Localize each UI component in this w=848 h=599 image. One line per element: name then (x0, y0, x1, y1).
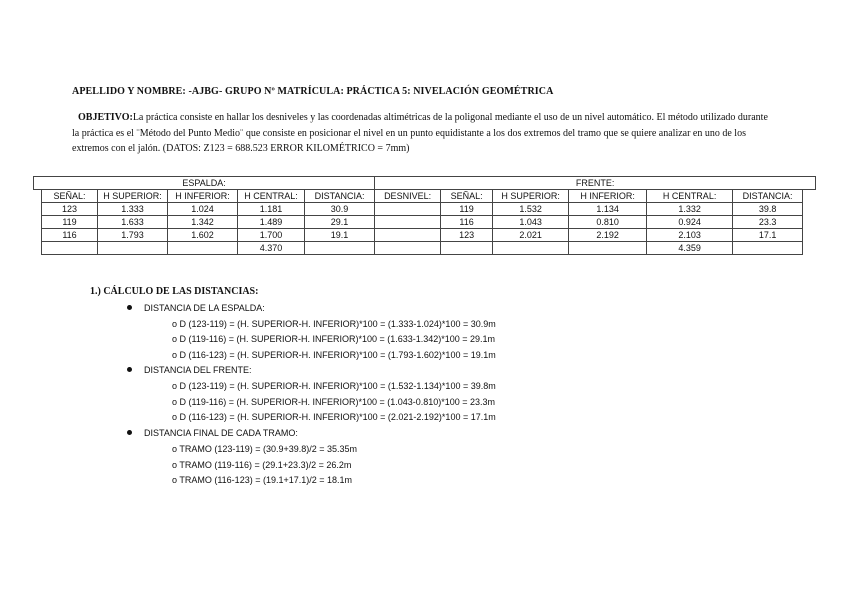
table-cell (375, 242, 441, 255)
total-cell: 4.359 (647, 242, 733, 255)
table-cell: 1.134 (569, 203, 647, 216)
formula-line: o TRAMO (123-119) = (30.9+39.8)/2 = 35.35m (172, 444, 358, 454)
table-cell: 30.9 (305, 203, 375, 216)
table-cell (375, 216, 441, 229)
formula-line: o D (123-119) = (H. SUPERIOR-H. INFERIOR)*100 = (1.532-1.134)*100 = 39.8m (172, 381, 496, 391)
table-cell: 123 (441, 229, 493, 242)
frente-header: FRENTE: (375, 177, 816, 190)
table-cell (441, 242, 493, 255)
table-cell: 19.1 (305, 229, 375, 242)
section-header-row (34, 177, 816, 190)
table-row (34, 216, 816, 229)
table-cell: 119 (441, 203, 493, 216)
table-cell (168, 242, 238, 255)
table-cell (733, 242, 803, 255)
bullet-label: DISTANCIA DE LA ESPALDA: (144, 303, 265, 313)
table-cell: 0.924 (647, 216, 733, 229)
bullet-item-frente (127, 365, 252, 375)
objective-paragraph (72, 110, 772, 157)
table-cell: 1.043 (493, 216, 569, 229)
table-cell: 123 (42, 203, 98, 216)
table-cell: 39.8 (733, 203, 803, 216)
table-cell: 1.181 (238, 203, 305, 216)
formula-line: o D (116-123) = (H. SUPERIOR-H. INFERIOR)*100 = (1.793-1.602)*100 = 19.1m (172, 350, 496, 360)
document-title: APELLIDO Y NOMBRE: -AJBG- GRUPO Nº MATRÍCULA: PRÁCTICA 5: NIVELACIÓN GEOMÉTRICA (72, 86, 554, 97)
table-row (34, 229, 816, 242)
formula-line: o TRAMO (119-116) = (29.1+23.3)/2 = 26.2m (172, 460, 352, 470)
formula-line: o D (123-119) = (H. SUPERIOR-H. INFERIOR)*100 = (1.333-1.024)*100 = 30.9m (172, 319, 496, 329)
table-row (34, 203, 816, 216)
table-cell: 1.793 (98, 229, 168, 242)
column-header-row (34, 190, 816, 203)
column-header: DISTANCIA: (733, 190, 803, 203)
totals-row (34, 242, 816, 255)
table-cell: 1.333 (98, 203, 168, 216)
column-header: DISTANCIA: (305, 190, 375, 203)
espalda-header: ESPALDA: (34, 177, 375, 190)
total-cell: 4.370 (238, 242, 305, 255)
table-cell: 0.810 (569, 216, 647, 229)
bullet-icon (127, 305, 132, 310)
column-header: DESNIVEL: (375, 190, 441, 203)
table-cell: 1.602 (168, 229, 238, 242)
table-cell (42, 242, 98, 255)
table-cell (98, 242, 168, 255)
bullet-item-espalda (127, 303, 265, 313)
table-cell (569, 242, 647, 255)
table-cell: 2.021 (493, 229, 569, 242)
table-cell: 29.1 (305, 216, 375, 229)
formula-line: o D (116-123) = (H. SUPERIOR-H. INFERIOR)*100 = (2.021-2.192)*100 = 17.1m (172, 412, 496, 422)
formula-line: o D (119-116) = (H. SUPERIOR-H. INFERIOR)*100 = (1.633-1.342)*100 = 29.1m (172, 334, 496, 344)
table-cell: 116 (42, 229, 98, 242)
column-header: H CENTRAL: (238, 190, 305, 203)
table-cell (375, 203, 441, 216)
table-cell: 2.103 (647, 229, 733, 242)
table-cell: 116 (441, 216, 493, 229)
table-cell: 1.342 (168, 216, 238, 229)
formula-line: o D (119-116) = (H. SUPERIOR-H. INFERIOR)*100 = (1.043-0.810)*100 = 23.3m (172, 397, 496, 407)
table-cell: 17.1 (733, 229, 803, 242)
column-header: SEÑAL: (42, 190, 98, 203)
leveling-table (33, 176, 816, 255)
table-cell: 1.700 (238, 229, 305, 242)
formula-line: o TRAMO (116-123) = (19.1+17.1)/2 = 18.1m (172, 475, 353, 485)
section-heading: 1.) CÁLCULO DE LAS DISTANCIAS: (90, 286, 259, 297)
table-cell: 2.192 (569, 229, 647, 242)
table-cell: 1.489 (238, 216, 305, 229)
column-header: H INFERIOR: (168, 190, 238, 203)
objective-label: OBJETIVO: (78, 112, 133, 123)
column-header: H CENTRAL: (647, 190, 733, 203)
column-header: H INFERIOR: (569, 190, 647, 203)
table-cell: 23.3 (733, 216, 803, 229)
column-header: H SUPERIOR: (98, 190, 168, 203)
table-cell (375, 229, 441, 242)
column-header: SEÑAL: (441, 190, 493, 203)
bullet-icon (127, 367, 132, 372)
table-cell (305, 242, 375, 255)
objective-text: La práctica consiste en hallar los desniveles y las coordenadas altimétricas de la poligonal mediante el uso de un nivel automático. El método utilizado durante la práctica es el ¨Método del Punto Medio¨ que consiste en posicionar el nivel en un punto equidistante a los dos extremos del tramo que se quiere analizar en uno de los extremos con el jalón. (DATOS: Z123 = 688.523 ERROR KILOMÉTRICO = 7mm) (72, 112, 768, 154)
table-cell: 1.332 (647, 203, 733, 216)
table-cell: 1.532 (493, 203, 569, 216)
bullet-icon (127, 430, 132, 435)
bullet-item-final (127, 428, 298, 438)
table-cell: 1.633 (98, 216, 168, 229)
table-cell: 1.024 (168, 203, 238, 216)
table-cell (493, 242, 569, 255)
column-header: H SUPERIOR: (493, 190, 569, 203)
table-cell: 119 (42, 216, 98, 229)
bullet-label: DISTANCIA DEL FRENTE: (144, 365, 252, 375)
bullet-label: DISTANCIA FINAL DE CADA TRAMO: (144, 428, 298, 438)
